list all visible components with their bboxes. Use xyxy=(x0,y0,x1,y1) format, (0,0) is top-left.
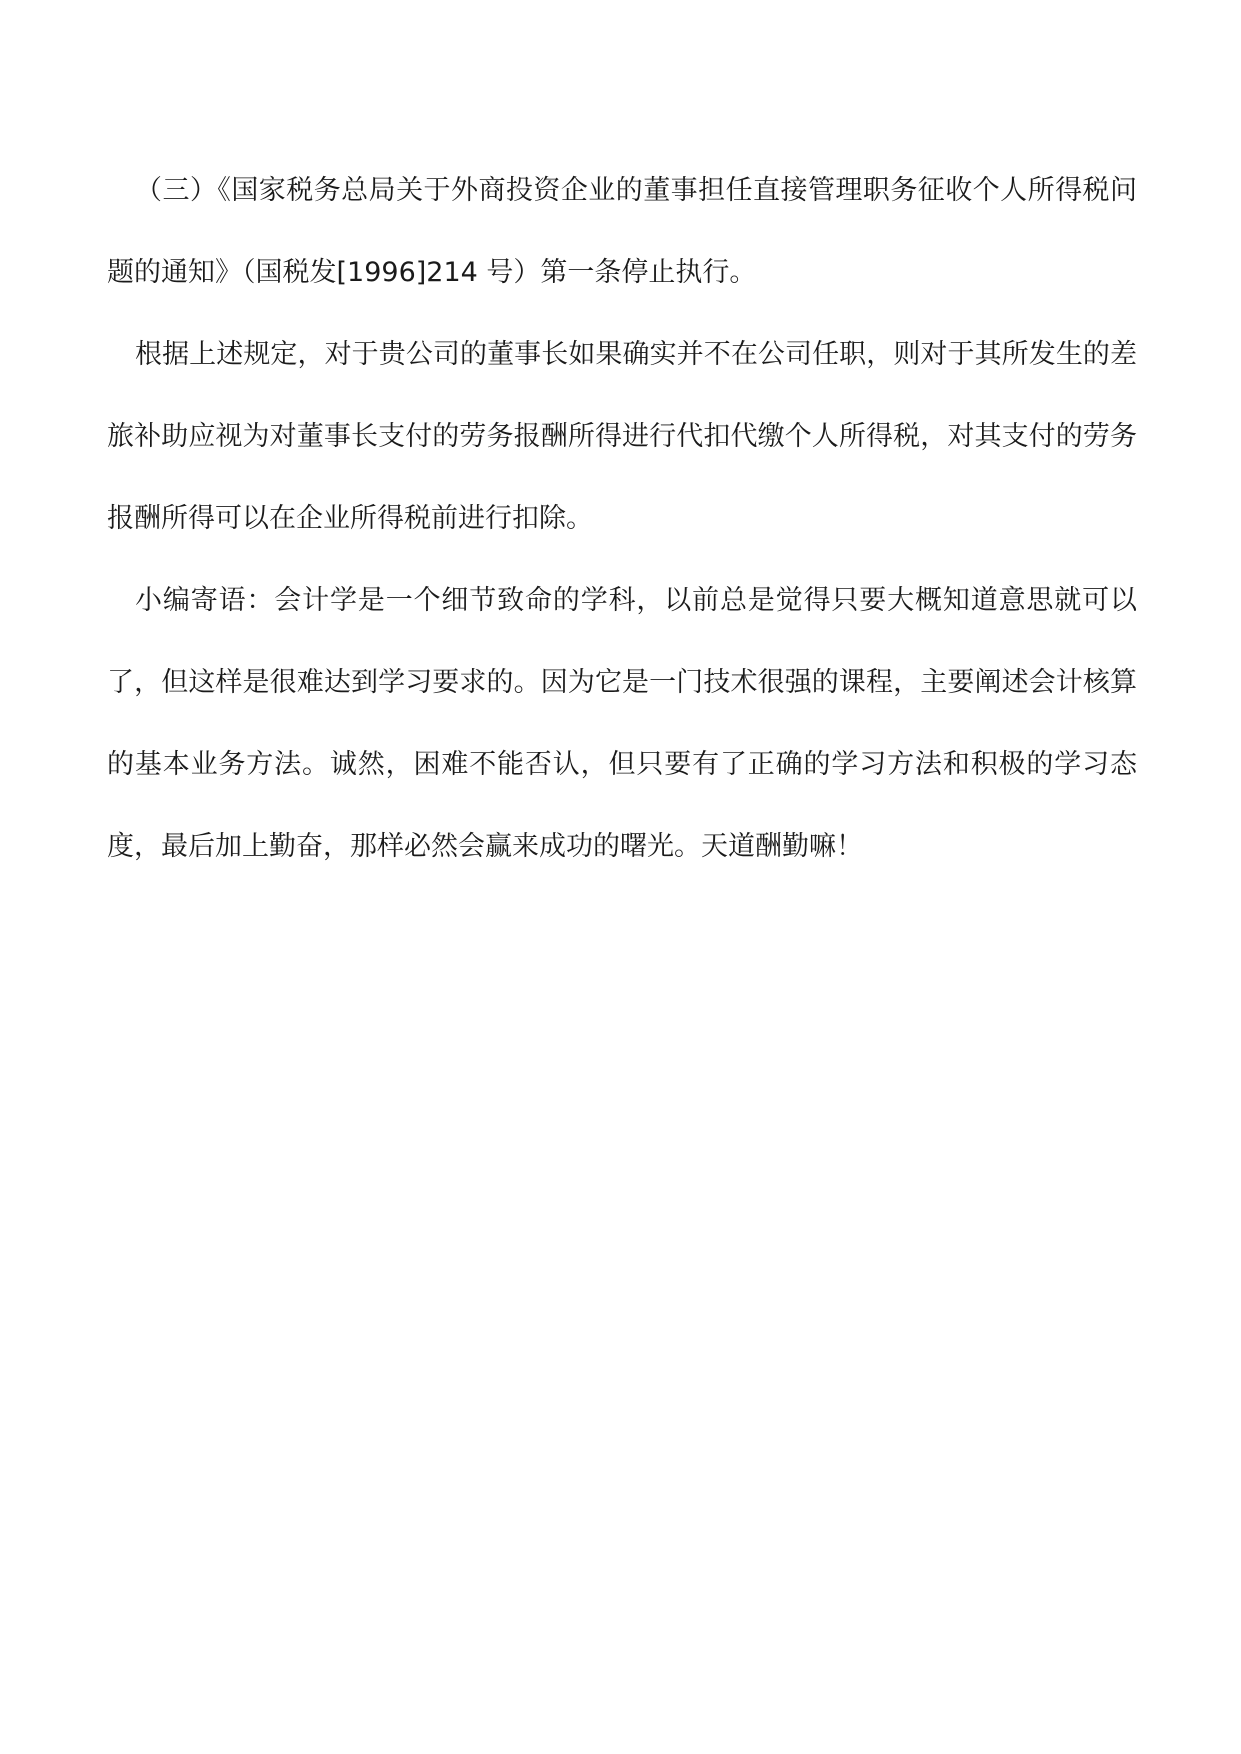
paragraph-tax-rule-explanation: 根据上述规定，对于贵公司的董事长如果确实并不在公司任职，则对于其所发生的差旅补助应视为对董事长支付的劳务报酬所得进行代扣代缴个人所得税，对其支付的劳务报酬所得可以在企业所得税前进行扣除。 xyxy=(107,339,1137,534)
paragraph-notice-reference: （三）《国家税务总局关于外商投资企业的董事担任直接管理职务征收个人所得税问题的通知》（国税发[1996]214 号）第一条停止执行。 xyxy=(107,175,1137,288)
document-body xyxy=(107,150,1137,888)
paragraph-editor-note: 小编寄语：会计学是一个细节致命的学科，以前总是觉得只要大概知道意思就可以了，但这样是很难达到学习要求的。因为它是一门技术很强的课程，主要阐述会计核算的基本业务方法。诚然，困难不能否认，但只要有了正确的学习方法和积极的学习态度，最后加上勤奋，那样必然会赢来成功的曙光。天道酬勤嘛！ xyxy=(107,585,1137,862)
